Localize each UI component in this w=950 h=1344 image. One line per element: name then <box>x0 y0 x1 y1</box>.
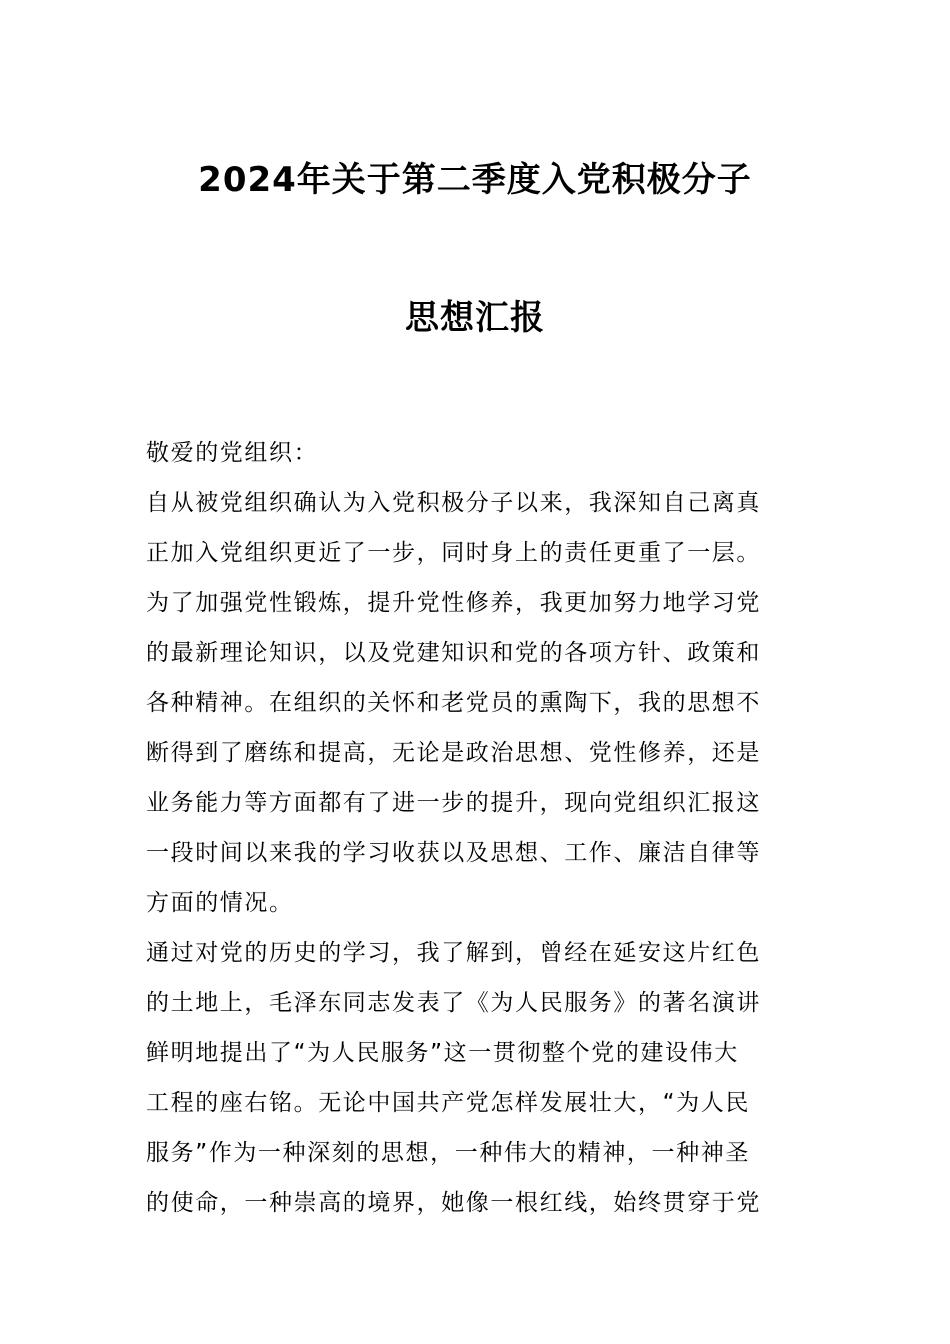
body-line: 正加入党组织更近了一步，同时身上的责任更重了一层。 <box>146 540 761 566</box>
document-title-line-1: 2024年关于第二季度入党积极分子 <box>198 160 752 200</box>
document-title-line-2: 思想汇报 <box>405 298 545 338</box>
body-line: 自从被党组织确认为入党积极分子以来，我深知自己离真 <box>146 490 761 516</box>
body-line: 通过对党的历史的学习，我了解到，曾经在延安这片红色 <box>146 940 761 966</box>
body-line: 工程的座右铭。无论中国共产党怎样发展壮大，“为人民 <box>146 1090 750 1116</box>
body-line: 断得到了磨练和提高，无论是政治思想、党性修养，还是 <box>146 740 761 766</box>
body-line: 服务”作为一种深刻的思想，一种伟大的精神，一种神圣 <box>146 1140 750 1166</box>
salutation: 敬爱的党组织： <box>146 440 319 466</box>
body-line: 为了加强党性锻炼，提升党性修养，我更加努力地学习党 <box>146 590 761 616</box>
body-line: 业务能力等方面都有了进一步的提升，现向党组织汇报这 <box>146 790 761 816</box>
body-line: 的最新理论知识，以及党建知识和党的各项方针、政策和 <box>146 640 761 666</box>
body-line: 一段时间以来我的学习收获以及思想、工作、廉洁自律等 <box>146 840 761 866</box>
body-line: 各种精神。在组织的关怀和老党员的熏陶下，我的思想不 <box>146 690 761 716</box>
body-line: 的使命，一种崇高的境界，她像一根红线，始终贯穿于党 <box>146 1190 761 1216</box>
body-line: 的土地上，毛泽东同志发表了《为人民服务》的著名演讲 <box>146 990 761 1016</box>
body-line: 方面的情况。 <box>146 890 294 916</box>
body-line: 鲜明地提出了“为人民服务”这一贯彻整个党的建设伟大 <box>146 1040 739 1066</box>
document-body <box>146 428 808 1228</box>
